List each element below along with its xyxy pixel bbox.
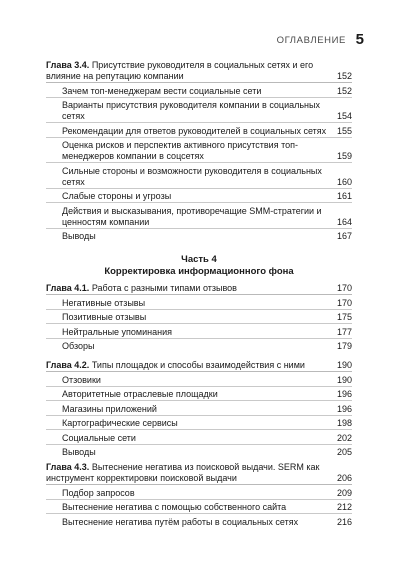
chapter-title: Работа с разными типами отзывов xyxy=(91,283,237,293)
chapter-heading xyxy=(46,360,352,372)
toc-entry xyxy=(46,389,352,401)
toc-entry xyxy=(46,86,352,98)
toc-entry xyxy=(46,231,352,242)
entry-page: 159 xyxy=(336,151,352,161)
toc-entry xyxy=(46,375,352,387)
running-head: ОГЛАВЛЕНИЕ xyxy=(276,35,346,46)
toc-entry xyxy=(46,191,352,203)
entry-page: 154 xyxy=(336,111,352,121)
chapter-page: 190 xyxy=(336,360,352,370)
chapter-heading xyxy=(46,462,352,485)
toc-entry xyxy=(46,341,352,352)
toc-entry xyxy=(46,404,352,416)
entry-title: Авторитетные отраслевые площадки xyxy=(62,389,218,399)
toc-entry xyxy=(46,502,352,514)
chapter-label: Глава 4.1. xyxy=(46,283,90,293)
entry-page: 205 xyxy=(336,447,352,457)
part-title: Корректировка информационного фона xyxy=(104,266,294,277)
entry-page: 196 xyxy=(336,389,352,399)
page-number: 5 xyxy=(355,31,364,48)
entry-title: Социальные сети xyxy=(62,432,136,443)
entry-page: 216 xyxy=(336,516,352,527)
entry-title: Выводы xyxy=(62,447,96,457)
toc-entry xyxy=(46,166,352,189)
entry-page: 209 xyxy=(336,487,352,498)
entry-title: Рекомендации для ответов руководителей в социальных сетях xyxy=(62,125,327,136)
chapter-title: Присутствие руководителя в социальных сетях и его влияние на репутацию компании xyxy=(46,60,314,81)
entry-title: Магазины приложений xyxy=(62,403,157,414)
toc-entry xyxy=(46,312,352,324)
chapter-label: Глава 4.2. xyxy=(46,360,90,370)
chapter-4-2 xyxy=(46,360,352,458)
entry-page: 179 xyxy=(336,341,352,351)
entry-page: 196 xyxy=(336,403,352,414)
entry-title: Вытеснение негатива с помощью собственного сайта xyxy=(62,502,287,512)
chapter-heading xyxy=(46,60,352,83)
entry-page: 198 xyxy=(336,418,352,428)
entry-title: Выводы xyxy=(62,231,96,241)
toc-entry xyxy=(46,126,352,138)
entry-page: 160 xyxy=(336,176,352,187)
part-number: Часть 4 xyxy=(181,254,217,265)
chapter-4-1 xyxy=(46,283,352,352)
toc-entry xyxy=(46,433,352,445)
entry-page: 212 xyxy=(336,502,352,512)
entry-page: 152 xyxy=(336,85,352,96)
chapter-4-3 xyxy=(46,462,352,528)
entry-page: 161 xyxy=(336,191,352,201)
entry-page: 164 xyxy=(336,216,352,227)
entry-title: Нейтральные упоминания xyxy=(62,326,172,337)
chapter-label: Глава 3.4. xyxy=(46,60,90,70)
toc-entry xyxy=(46,327,352,339)
toc-entry xyxy=(46,298,352,310)
chapter-page: 206 xyxy=(336,473,352,483)
entry-page: 170 xyxy=(336,297,352,308)
toc-entry xyxy=(46,100,352,123)
entry-page: 177 xyxy=(336,326,352,337)
entry-page: 155 xyxy=(336,125,352,136)
entry-title: Варианты присутствия руководителя компании в социальных сетях xyxy=(62,100,320,121)
entry-page: 190 xyxy=(336,374,352,385)
toc-entry xyxy=(46,488,352,500)
toc-entry xyxy=(46,206,352,229)
chapter-page: 152 xyxy=(336,71,352,81)
chapter-title: Вытеснение негатива из поисковой выдачи. SERM как инструмент корректировки поисковой выдачи xyxy=(46,462,320,483)
toc-entry xyxy=(46,517,352,528)
toc-entry xyxy=(46,418,352,430)
entry-title: Отзовики xyxy=(62,374,101,385)
entry-title: Сильные стороны и возможности руководителя в социальных сетях xyxy=(62,165,322,187)
entry-page: 175 xyxy=(336,312,352,322)
toc-entry xyxy=(46,140,352,163)
entry-title: Слабые стороны и угрозы xyxy=(62,191,172,201)
chapter-3-4 xyxy=(46,60,352,242)
chapter-label: Глава 4.3. xyxy=(46,462,90,472)
entry-page: 167 xyxy=(336,231,352,241)
part-heading xyxy=(46,254,352,278)
entry-title: Действия и высказывания, противоречащие SMM-стратегии и ценностям компании xyxy=(62,205,322,227)
chapter-title: Типы площадок и способы взаимодействия с ними xyxy=(91,360,305,370)
entry-title: Оценка рисков и перспектив активного присутствия топ-менеджеров компании в соцсетях xyxy=(62,140,298,161)
entry-title: Негативные отзывы xyxy=(62,297,146,308)
entry-title: Подбор запросов xyxy=(62,487,135,498)
entry-title: Позитивные отзывы xyxy=(62,312,147,322)
entry-page: 202 xyxy=(336,432,352,443)
chapter-page: 170 xyxy=(336,283,352,293)
entry-title: Картографические сервисы xyxy=(62,418,178,428)
entry-title: Вытеснение негатива путём работы в социальных сетях xyxy=(62,516,299,527)
entry-title: Зачем топ-менеджерам вести социальные сети xyxy=(62,85,262,96)
entry-title: Обзоры xyxy=(62,341,95,351)
chapter-heading xyxy=(46,283,352,295)
toc-entry xyxy=(46,447,352,458)
